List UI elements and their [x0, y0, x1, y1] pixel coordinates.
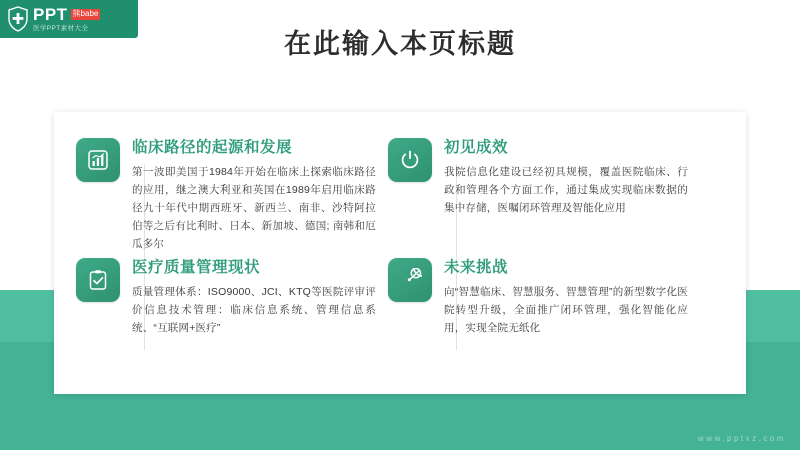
brand-badge: 熊babe: [72, 8, 99, 18]
block-body: 向“智慧临床、智慧服务、智慧管理”的新型数字化医院转型升级，全面推广闭环管理，强化智能化应用，实现全院无纸化: [444, 286, 688, 335]
block-body: 第一波即美国于1984年开始在临床上探索临床路径的应用，继之澳大利亚和英国在1989年启用临床路径九十年代中期西班牙、新西兰、南非、沙特阿拉伯等之后有比利时、日本、新加坡、德国; 南韩和厄瓜多尔: [132, 166, 376, 251]
shield-cross-icon: [7, 6, 29, 32]
content-block: [388, 138, 688, 217]
power-icon: [388, 138, 432, 182]
brand-tagline: 医学PPT素材大全: [33, 24, 89, 32]
content-card: [54, 112, 746, 394]
block-heading: 未来挑战: [444, 259, 509, 276]
watermark: www.pptxz.com: [697, 434, 786, 443]
brand-text: [33, 6, 100, 33]
block-heading: 临床路径的起源和发展: [132, 139, 293, 156]
block-body: 我院信息化建设已经初具规模，覆盖医院临床、行政和管理各个方面工作，通过集成实现临床数据的集中存储，医嘱闭环管理及智能化应用: [444, 166, 688, 215]
block-heading: 医疗质量管理现状: [132, 259, 261, 276]
block-body: 质量管理体系：ISO9000、JCI、KTQ等医院评审评价信息技术管理：临床信息系统、管理信息系统、“互联网+医疗”: [132, 286, 376, 335]
brand-logo[interactable]: [0, 0, 138, 38]
content-block: [76, 138, 376, 253]
brand-name: PPT: [33, 4, 68, 24]
target-icon: [388, 258, 432, 302]
page-title: 在此输入本页标题: [284, 29, 516, 59]
clipboard-check-icon: [76, 258, 120, 302]
content-block: [388, 258, 688, 337]
block-heading: 初见成效: [444, 139, 509, 156]
chart-bar-up-icon: [76, 138, 120, 182]
content-block: [76, 258, 376, 337]
